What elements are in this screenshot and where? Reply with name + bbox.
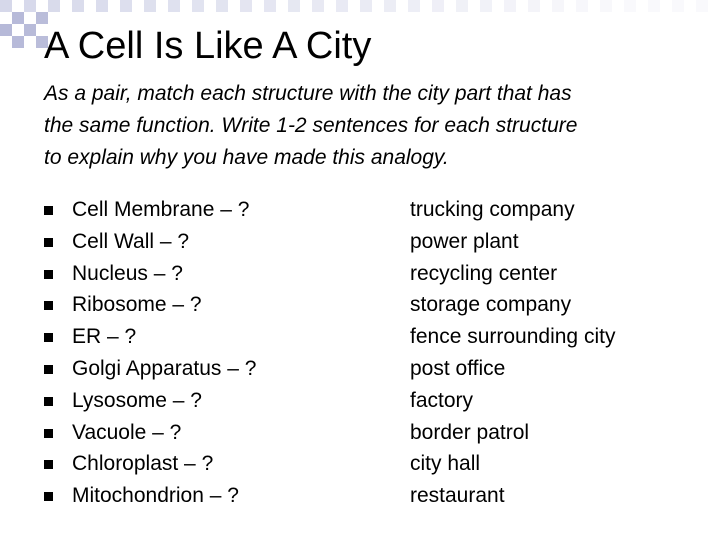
square-bullet-icon: [44, 460, 53, 469]
checker-square: [12, 36, 24, 48]
structure-item: [44, 226, 256, 258]
checker-square: [696, 0, 708, 12]
checker-square: [72, 0, 84, 12]
instructions-line: to explain why you have made this analogy.: [44, 146, 449, 169]
structure-item: [44, 353, 256, 385]
checker-square: [24, 24, 36, 36]
checker-square: [216, 0, 228, 12]
square-bullet-icon: [44, 238, 53, 247]
checker-square: [288, 0, 300, 12]
city-part-item: city hall: [410, 452, 481, 476]
checker-square: [432, 0, 444, 12]
checker-square: [480, 0, 492, 12]
checker-square: [408, 0, 420, 12]
structure-label: Ribosome – ?: [72, 293, 202, 317]
structure-label: Nucleus – ?: [72, 261, 183, 285]
square-bullet-icon: [44, 206, 53, 215]
instructions-line: As a pair, match each structure with the city part that has: [44, 82, 572, 105]
city-part-list: [410, 194, 615, 512]
checker-square: [336, 0, 348, 12]
checker-square: [504, 0, 516, 12]
structure-label: Cell Wall – ?: [72, 229, 190, 253]
structure-item: [44, 417, 256, 449]
checker-square: [12, 12, 24, 24]
square-bullet-icon: [44, 270, 53, 279]
checker-square: [192, 0, 204, 12]
instructions-text: [44, 78, 684, 174]
checker-square: [0, 24, 12, 36]
structure-item: [44, 289, 256, 321]
checker-square: [312, 0, 324, 12]
checker-square: [552, 0, 564, 12]
structure-label: Mitochondrion – ?: [72, 484, 239, 508]
city-part-item: border patrol: [410, 420, 530, 444]
checker-square: [648, 0, 660, 12]
checker-square: [24, 0, 36, 12]
structure-item: [44, 385, 256, 417]
structure-label: Chloroplast – ?: [72, 452, 214, 476]
city-part-item: recycling center: [410, 261, 558, 285]
checker-square: [0, 0, 12, 12]
city-part-item: restaurant: [410, 484, 505, 508]
checker-square: [48, 0, 60, 12]
checker-square: [264, 0, 276, 12]
city-part-item: factory: [410, 388, 474, 412]
checker-square: [168, 0, 180, 12]
square-bullet-icon: [44, 301, 53, 310]
checker-square: [672, 0, 684, 12]
checker-square: [360, 0, 372, 12]
checker-square: [240, 0, 252, 12]
square-bullet-icon: [44, 492, 53, 501]
checker-square: [576, 0, 588, 12]
structure-list: [44, 194, 256, 512]
checker-square: [144, 0, 156, 12]
checker-square: [36, 12, 48, 24]
city-part-item: fence surrounding city: [410, 325, 616, 349]
city-part-item: trucking company: [410, 198, 575, 221]
checker-square: [528, 0, 540, 12]
structure-label: Golgi Apparatus – ?: [72, 356, 257, 380]
structure-label: Lysosome – ?: [72, 388, 202, 412]
square-bullet-icon: [44, 333, 53, 342]
structure-item: [44, 321, 256, 353]
structure-item: [44, 194, 256, 226]
square-bullet-icon: [44, 365, 53, 374]
square-bullet-icon: [44, 397, 53, 406]
square-bullet-icon: [44, 429, 53, 438]
structure-item: [44, 480, 256, 512]
structure-label: Cell Membrane – ?: [72, 198, 250, 221]
checker-square: [120, 0, 132, 12]
checker-square: [456, 0, 468, 12]
city-part-item: power plant: [410, 229, 519, 253]
city-part-item: storage company: [410, 293, 572, 317]
city-part-item: post office: [410, 356, 506, 380]
structure-item: [44, 448, 256, 480]
instructions-line: the same function. Write 1-2 sentences for each structure: [44, 114, 578, 137]
structure-item: [44, 258, 256, 290]
page-title: A Cell Is Like A City: [44, 25, 372, 67]
checker-square: [600, 0, 612, 12]
structure-label: Vacuole – ?: [72, 420, 182, 444]
checker-square: [384, 0, 396, 12]
checker-square: [96, 0, 108, 12]
structure-label: ER – ?: [72, 325, 137, 349]
checker-square: [624, 0, 636, 12]
